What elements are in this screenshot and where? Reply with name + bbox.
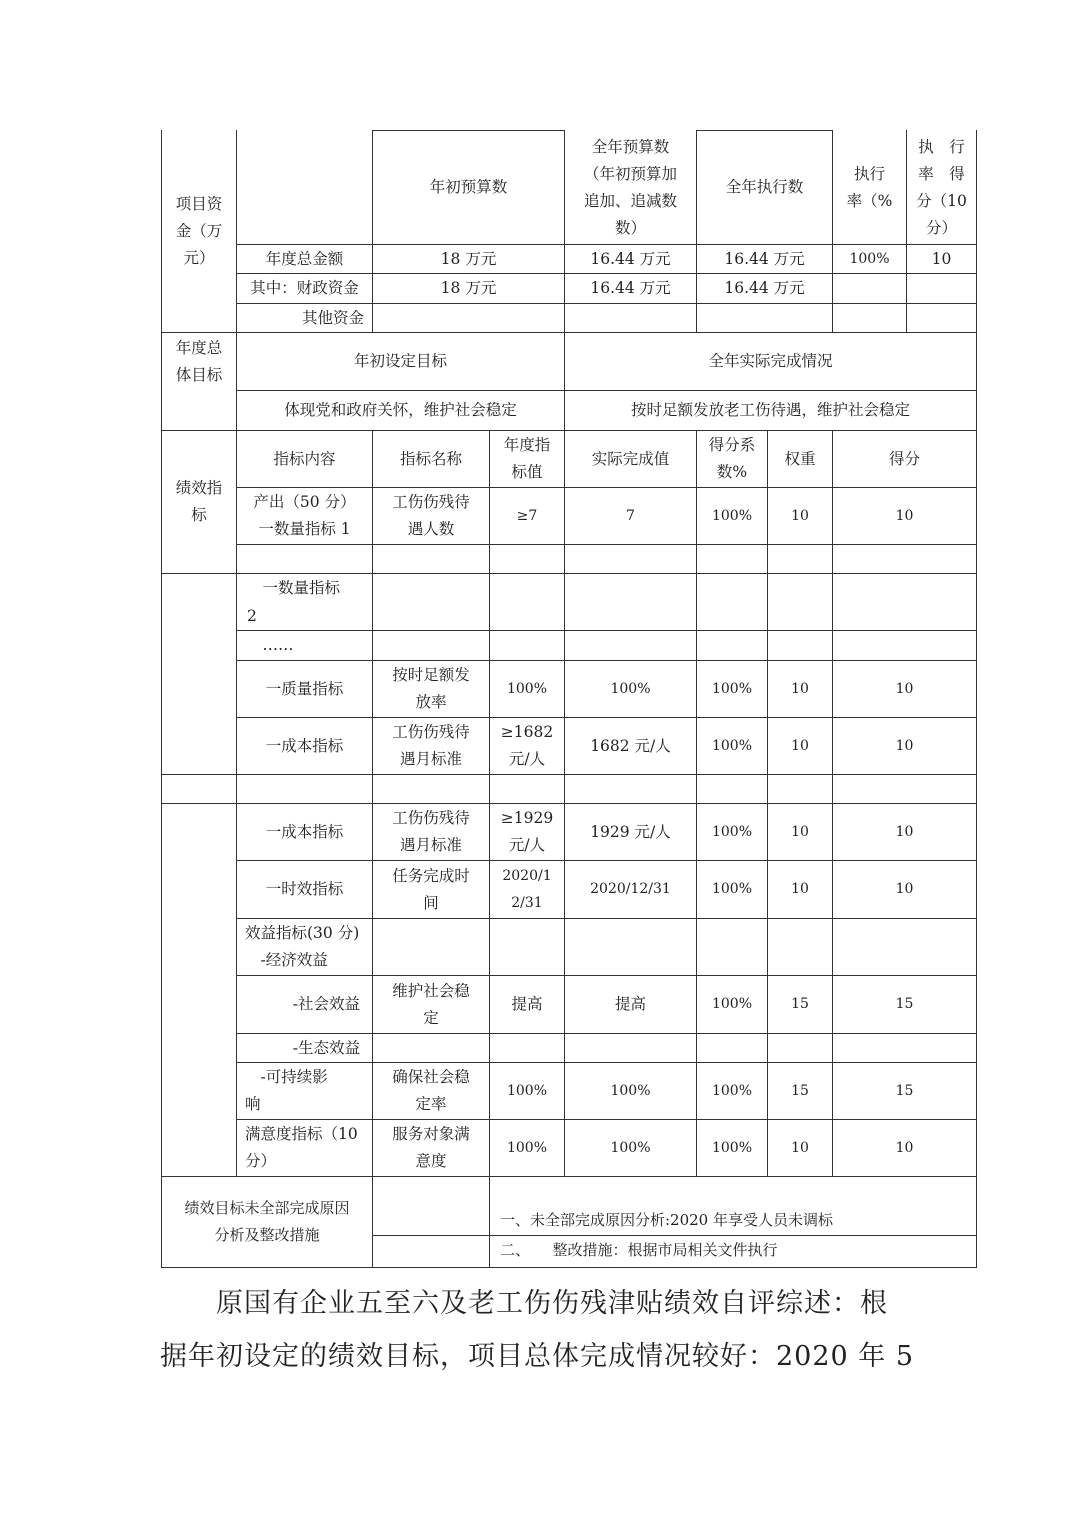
header-content: 指标内容 <box>273 449 336 468</box>
funding-annual: 16.44 万元 <box>590 279 671 297</box>
indicator-score: 15 <box>895 996 914 1012</box>
indicator-content: 一成本指标 <box>265 736 344 755</box>
indicators-section-label: 绩效指 标 <box>175 479 223 524</box>
indicator-weight: 10 <box>791 680 809 697</box>
indicator-target: 100% <box>506 1139 548 1156</box>
indicator-name: 工伤伤残待 遇人数 <box>392 493 470 538</box>
indicator-score: 10 <box>895 1139 914 1156</box>
indicator-content: 一质量指标 <box>265 679 344 698</box>
indicator-name: 维护社会稳 定 <box>392 981 470 1027</box>
header-score: 得分 <box>888 449 920 468</box>
indicator-name: 确保社会稳 定率 <box>392 1068 470 1113</box>
indicator-content: 产出（50 分） 一数量指标 1 <box>253 493 356 538</box>
indicator-target: 100% <box>506 1082 548 1099</box>
indicator-name: 工伤伤残待 遇月标准 <box>392 809 470 854</box>
analysis-reason: 一、未全部完成原因分析:2020 年享受人员未调标 <box>500 1210 833 1229</box>
rule <box>236 544 977 545</box>
header-initial-budget: 年初预算数 <box>429 178 508 196</box>
goals-actual-value: 按时足额发放老工伤待遇，维护社会稳定 <box>630 401 910 419</box>
indicator-content: 一成本指标 <box>265 822 344 841</box>
funding-row-label: 年度总金额 <box>265 249 344 268</box>
indicator-content: -生态效益 <box>292 1038 360 1057</box>
indicator-name: 任务完成时 间 <box>392 866 470 912</box>
indicator-score: 10 <box>895 680 914 697</box>
funding-executed: 16.44 万元 <box>724 249 805 268</box>
header-target: 年度指 标值 <box>503 436 551 481</box>
indicator-weight: 10 <box>791 507 809 524</box>
indicator-actual: 7 <box>626 507 635 524</box>
funding-annual: 16.44 万元 <box>590 249 671 268</box>
indicator-coef: 100% <box>711 823 753 840</box>
indicator-content: 效益指标(30 分) -经济效益 <box>245 924 360 969</box>
indicator-weight: 10 <box>791 823 809 840</box>
indicator-content: …… <box>247 636 294 654</box>
analysis-label: 绩效目标未全部完成原因 分析及整改措施 <box>184 1199 350 1244</box>
indicator-coef: 100% <box>711 680 753 697</box>
indicator-score: 10 <box>895 881 914 897</box>
indicator-target: 提高 <box>511 995 543 1013</box>
header-name: 指标名称 <box>399 449 462 468</box>
rule <box>161 1267 977 1268</box>
header-weight: 权重 <box>784 449 816 468</box>
analysis-measures: 二、 整改措施：根据市局相关文件执行 <box>500 1240 778 1259</box>
indicator-coef: 100% <box>711 507 753 524</box>
indicator-weight: 15 <box>791 1082 809 1099</box>
rule <box>976 130 977 1268</box>
indicator-target: ≥7 <box>516 507 538 524</box>
funding-score <box>907 274 976 303</box>
indicator-actual: 1682 元/人 <box>590 736 671 755</box>
indicator-weight: 10 <box>791 881 809 897</box>
indicator-score: 15 <box>895 1082 914 1099</box>
funding-executed: 16.44 万元 <box>724 279 805 297</box>
indicator-content: -社会效益 <box>292 995 360 1013</box>
indicator-target: ≥1682 元/人 <box>500 723 554 768</box>
goals-section-label: 年度总 体目标 <box>175 338 223 384</box>
indicator-actual: 100% <box>610 680 651 697</box>
funding-rate <box>833 274 906 303</box>
funding-initial: 18 万元 <box>440 249 497 268</box>
indicator-target: ≥1929 元/人 <box>500 809 554 854</box>
header-annual-executed: 全年执行数 <box>725 178 804 196</box>
indicator-coef: 100% <box>711 996 753 1012</box>
header-execution-rate: 执行 率（% <box>846 164 893 210</box>
indicator-content: 一数量指标 2 <box>247 579 341 625</box>
funding-section-label: 项目资 金（万 元） <box>175 195 223 267</box>
goals-actual-header: 全年实际完成情况 <box>708 352 833 370</box>
indicator-target: 100% <box>506 680 548 697</box>
indicator-name: 工伤伤残待 遇月标准 <box>392 723 470 768</box>
indicator-coef: 100% <box>711 1139 753 1156</box>
indicator-actual: 提高 <box>614 995 646 1013</box>
indicator-content: 满意度指标（10 分） <box>245 1125 358 1170</box>
indicator-coef: 100% <box>711 737 753 754</box>
goals-set-header: 年初设定目标 <box>353 352 447 370</box>
funding-score: 10 <box>931 249 952 268</box>
indicator-actual: 100% <box>610 1082 651 1099</box>
indicator-coef: 100% <box>711 881 753 897</box>
indicator-weight: 10 <box>791 1139 809 1156</box>
indicator-weight: 15 <box>791 996 809 1012</box>
indicator-score: 10 <box>895 823 914 840</box>
indicator-score: 10 <box>895 737 914 754</box>
funding-rate: 100% <box>849 250 890 267</box>
rule <box>161 774 977 775</box>
indicator-score: 10 <box>895 507 914 524</box>
indicator-coef: 100% <box>711 1082 753 1099</box>
indicator-actual: 1929 元/人 <box>590 822 671 841</box>
header-rate-score: 执 行 率 得 分（10 分） <box>916 137 967 237</box>
indicator-weight: 10 <box>791 737 809 754</box>
goals-set-value: 体现党和政府关怀，维护社会稳定 <box>284 401 517 419</box>
funding-row-label: 其中：财政资金 <box>250 279 359 297</box>
header-actual: 实际完成值 <box>591 449 670 468</box>
indicator-name: 服务对象满 意度 <box>392 1125 470 1170</box>
indicator-name: 按时足额发 放率 <box>392 666 470 711</box>
funding-initial: 18 万元 <box>440 279 497 297</box>
indicator-actual: 2020/12/31 <box>590 881 671 897</box>
indicator-target: 2020/1 2/31 <box>502 867 552 911</box>
indicator-content: 一时效指标 <box>265 880 344 898</box>
summary-line-1: 原国有企业五至六及老工伤伤残津贴绩效自评综述：根 <box>160 1288 888 1319</box>
header-coef: 得分系 数% <box>708 436 756 481</box>
funding-row-label: 其他资金 <box>301 308 364 327</box>
header-annual-budget: 全年预算数 （年初预算加 追加、追减数 数） <box>583 137 677 237</box>
indicator-content: -可持续影 响 <box>245 1068 328 1113</box>
summary-line-2: 据年初设定的绩效目标，项目总体完成情况较好：2020 年 5 <box>160 1341 915 1372</box>
indicator-actual: 100% <box>610 1139 651 1156</box>
